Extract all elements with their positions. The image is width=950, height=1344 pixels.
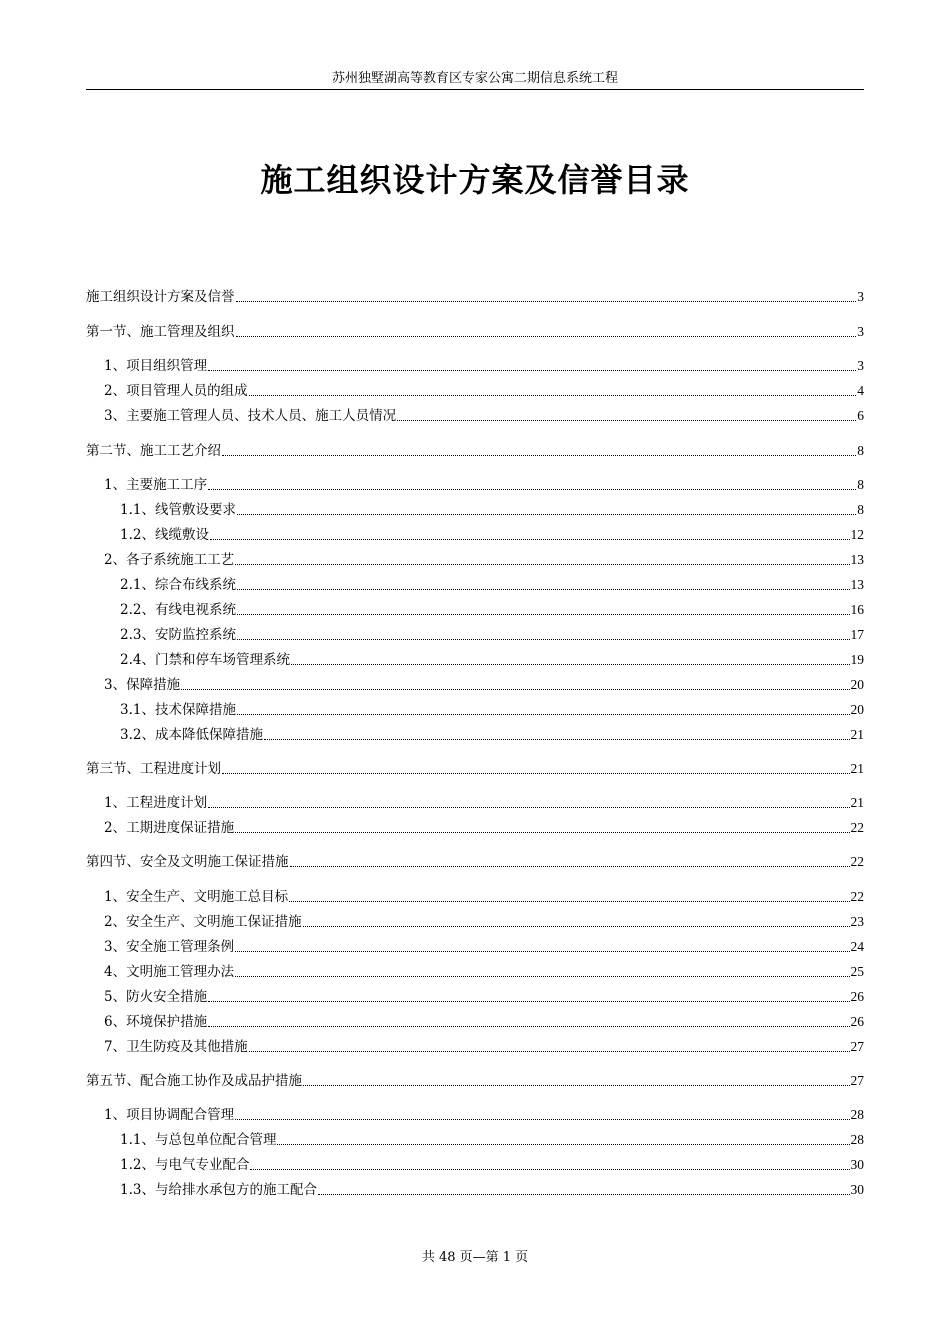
- toc-page-number: 22: [850, 854, 864, 869]
- toc-dot-leader: [397, 420, 856, 421]
- toc-entry[interactable]: [86, 321, 864, 341]
- toc-entry[interactable]: [86, 1070, 864, 1090]
- toc-dot-leader: [235, 1119, 849, 1120]
- toc-dot-leader: [237, 714, 850, 715]
- toc-entry[interactable]: [86, 624, 864, 644]
- toc-entry-title: 4、文明施工管理办法: [104, 964, 235, 980]
- toc-entry-title: 7、卫生防疫及其他措施: [104, 1039, 248, 1055]
- toc-page-number: 4: [857, 383, 864, 398]
- toc-entry[interactable]: [86, 574, 864, 594]
- toc-entry[interactable]: [86, 474, 864, 494]
- toc-entry[interactable]: [86, 1154, 864, 1174]
- toc-page-number: 27: [850, 1039, 864, 1054]
- toc-dot-leader: [289, 901, 849, 902]
- toc-page-number: 26: [850, 1014, 864, 1029]
- toc-entry[interactable]: [86, 724, 864, 744]
- toc-dot-leader: [237, 589, 850, 590]
- toc-entry-title: 施工组织设计方案及信誉: [86, 289, 235, 305]
- toc-entry-title: 第四节、安全及文明施工保证措施: [86, 854, 289, 870]
- toc-page-number: 16: [850, 602, 864, 617]
- toc-entry-title: 6、环境保护措施: [104, 1014, 208, 1030]
- toc-dot-leader: [264, 739, 850, 740]
- toc-entry[interactable]: [86, 405, 864, 425]
- toc-dot-leader: [208, 807, 849, 808]
- toc-entry[interactable]: [86, 758, 864, 778]
- toc-page-number: 19: [850, 652, 864, 667]
- toc-page-number: 23: [850, 914, 864, 929]
- toc-entry-title: 2、项目管理人员的组成: [104, 383, 248, 399]
- toc-entry[interactable]: [86, 440, 864, 460]
- toc-entry-title: 2、各子系统施工工艺: [104, 552, 235, 568]
- toc-entry-title: 2.4、门禁和停车场管理系统: [120, 652, 290, 668]
- toc-entry-title: 第三节、工程进度计划: [86, 761, 221, 777]
- toc-dot-leader: [235, 564, 849, 565]
- toc-page-number: 12: [850, 527, 864, 542]
- toc-entry[interactable]: [86, 699, 864, 719]
- toc-entry-title: 2.3、安防监控系统: [120, 627, 236, 643]
- toc-entry-title: 1、项目协调配合管理: [104, 1107, 235, 1123]
- toc-page-number: 21: [850, 727, 864, 742]
- toc-page-number: 21: [850, 761, 864, 776]
- toc-entry-title: 3.1、技术保障措施: [120, 702, 236, 718]
- toc-dot-leader: [290, 866, 850, 867]
- toc-entry-title: 1.2、与电气专业配合: [120, 1157, 250, 1173]
- toc-entry-title: 2.1、综合布线系统: [120, 577, 236, 593]
- page-footer: 共 48 页—第 1 页: [421, 1250, 529, 1265]
- toc-page-number: 26: [850, 989, 864, 1004]
- toc-entry-title: 1.1、与总包单位配合管理: [120, 1132, 277, 1148]
- toc-dot-leader: [237, 614, 850, 615]
- toc-page-number: 20: [850, 677, 864, 692]
- toc-dot-leader: [235, 951, 849, 952]
- toc-dot-leader: [277, 1144, 849, 1145]
- toc-entry[interactable]: [86, 499, 864, 519]
- toc-entry-title: 3、主要施工管理人员、技术人员、施工人员情况: [104, 408, 397, 424]
- toc-entry-title: 1、工程进度计划: [104, 795, 208, 811]
- toc-dot-leader: [208, 370, 856, 371]
- toc-entry-title: 第五节、配合施工协作及成品护措施: [86, 1073, 302, 1089]
- toc-dot-leader: [303, 1085, 850, 1086]
- toc-entry[interactable]: [86, 649, 864, 669]
- toc-dot-leader: [236, 336, 857, 337]
- toc-entry[interactable]: [86, 1104, 864, 1124]
- toc-entry[interactable]: [86, 961, 864, 981]
- toc-entry-title: 2、安全生产、文明施工保证措施: [104, 914, 302, 930]
- toc-page-number: 3: [857, 358, 864, 373]
- toc-entry-title: 2、工期进度保证措施: [104, 820, 235, 836]
- toc-entry[interactable]: [86, 986, 864, 1006]
- toc-entry[interactable]: [86, 674, 864, 694]
- toc-entry[interactable]: [86, 1036, 864, 1056]
- page-title: 施工组织设计方案及信誉目录: [260, 161, 690, 199]
- toc-entry-title: 第二节、施工工艺介绍: [86, 443, 221, 459]
- toc-entry-title: 1、项目组织管理: [104, 358, 208, 374]
- toc-dot-leader: [222, 773, 850, 774]
- toc-entry[interactable]: [86, 792, 864, 812]
- toc-dot-leader: [291, 664, 850, 665]
- toc-page-number: 21: [850, 795, 864, 810]
- toc-page-number: 28: [850, 1132, 864, 1147]
- toc-entry[interactable]: [86, 911, 864, 931]
- toc-page-number: 8: [857, 477, 864, 492]
- toc-page-number: 3: [857, 289, 864, 304]
- toc-page-number: 8: [857, 443, 864, 458]
- running-header: 苏州独墅湖高等教育区专家公寓二期信息系统工程: [331, 71, 618, 86]
- toc-entry-title: 1.1、线管敷设要求: [120, 502, 236, 518]
- toc-dot-leader: [236, 301, 857, 302]
- toc-page-number: 24: [850, 939, 864, 954]
- toc-page-number: 28: [850, 1107, 864, 1122]
- toc-page-number: 13: [850, 577, 864, 592]
- toc-entry-title: 1.3、与给排水承包方的施工配合: [120, 1182, 317, 1198]
- toc-entry-title: 5、防火安全措施: [104, 989, 208, 1005]
- toc-dot-leader: [208, 489, 856, 490]
- toc-entry[interactable]: [86, 1011, 864, 1031]
- toc-dot-leader: [303, 926, 850, 927]
- toc-entry-title: 2.2、有线电视系统: [120, 602, 236, 618]
- toc-page-number: 27: [850, 1073, 864, 1088]
- toc-page-number: 25: [850, 964, 864, 979]
- toc-dot-leader: [250, 1169, 849, 1170]
- toc-entry[interactable]: [86, 1129, 864, 1149]
- toc-entry-title: 3、安全施工管理条例: [104, 939, 235, 955]
- toc-page-number: 13: [850, 552, 864, 567]
- toc-entry-title: 1、安全生产、文明施工总目标: [104, 889, 289, 905]
- toc-page-number: 30: [850, 1157, 864, 1172]
- toc-entry-title: 3.2、成本降低保障措施: [120, 727, 263, 743]
- toc-dot-leader: [181, 689, 849, 690]
- toc-page-number: 6: [857, 408, 864, 423]
- toc-dot-leader: [249, 1051, 850, 1052]
- toc-dot-leader: [237, 639, 850, 640]
- toc-entry[interactable]: [86, 524, 864, 544]
- toc-entry[interactable]: [86, 355, 864, 375]
- toc-entry[interactable]: [86, 817, 864, 837]
- toc-dot-leader: [222, 455, 856, 456]
- toc-entry[interactable]: [86, 599, 864, 619]
- header-rule: [86, 89, 864, 90]
- toc-entry[interactable]: [86, 886, 864, 906]
- toc-page-number: 22: [850, 820, 864, 835]
- toc-entry-title: 3、保障措施: [104, 677, 181, 693]
- toc-dot-leader: [249, 395, 857, 396]
- toc-dot-leader: [237, 514, 856, 515]
- toc-page-number: 17: [850, 627, 864, 642]
- toc-page-number: 22: [850, 889, 864, 904]
- toc-dot-leader: [235, 976, 849, 977]
- toc-entry-title: 第一节、施工管理及组织: [86, 324, 235, 340]
- toc-page-number: 20: [850, 702, 864, 717]
- toc-dot-leader: [235, 832, 849, 833]
- toc-page-number: 8: [857, 502, 864, 517]
- toc-entry[interactable]: [86, 549, 864, 569]
- toc-dot-leader: [208, 1026, 849, 1027]
- toc-page-number: 3: [857, 324, 864, 339]
- toc-entry[interactable]: [86, 380, 864, 400]
- toc-entry[interactable]: [86, 286, 864, 306]
- toc-page-number: 30: [850, 1182, 864, 1197]
- toc-entry-title: 1、主要施工工序: [104, 477, 208, 493]
- toc-entry[interactable]: [86, 851, 864, 871]
- toc-entry-title: 1.2、线缆敷设: [120, 527, 209, 543]
- toc-dot-leader: [210, 539, 850, 540]
- toc-dot-leader: [318, 1194, 850, 1195]
- toc-entry[interactable]: [86, 1179, 864, 1199]
- toc-entry[interactable]: [86, 936, 864, 956]
- toc-dot-leader: [208, 1001, 849, 1002]
